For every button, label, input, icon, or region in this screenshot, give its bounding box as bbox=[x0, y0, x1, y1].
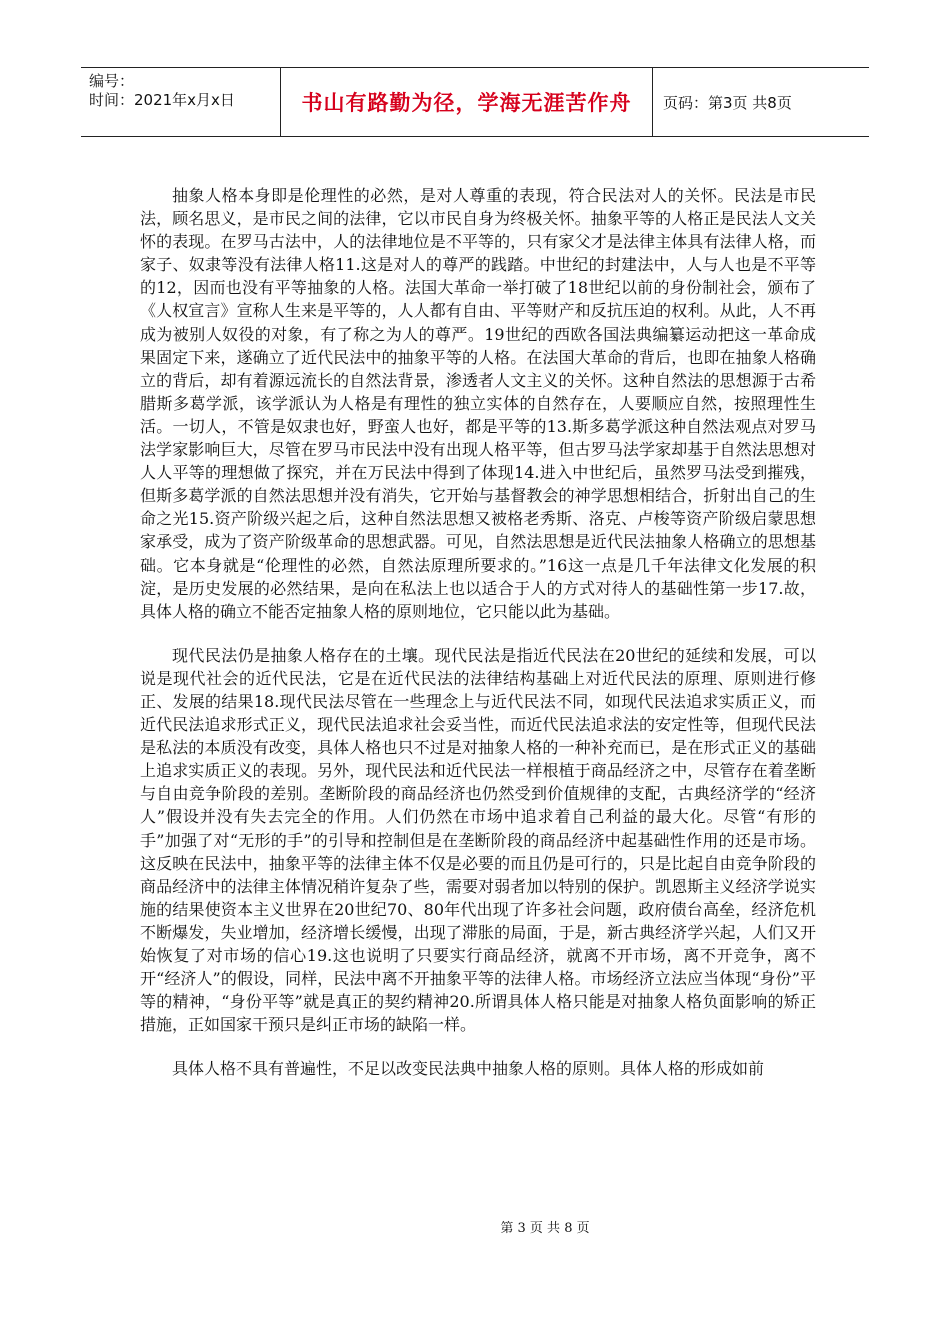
header-meta bbox=[81, 68, 281, 136]
header-motto: 书山有路勤为径，学海无涯苦作舟 bbox=[281, 68, 653, 136]
document-body bbox=[140, 184, 816, 1101]
page-footer bbox=[0, 1217, 950, 1236]
body-paragraph-2: 现代民法仍是抽象人格存在的土壤。现代民法是指近代民法在20世纪的延续和发展，可以说是现代社会的近代民法，它是在近代民法的法律结构基础上对近代民法的原理、原则进行修正、发展的结果18.现代民法尽管在一些理念上与近代民法不同，如现代民法追求实质正义，而近代民法追求形式正义，现代民法追求社会妥当性，而近代民法追求法的安定性等，但现代民法是私法的本质没有改变，具体人格也只不过是对抽象人格的一种补充而已，是在形式正义的基础上追求实质正义的表现。另外，现代民法和近代民法一样根植于商品经济之中，尽管存在着垄断与自由竞争阶段的差别。垄断阶段的商品经济也仍然受到价值规律的支配，古典经济学的“经济人”假设并没有失去完全的作用。人们仍然在市场中追求着自己利益的最大化。尽管“有形的手”加强了对“无形的手”的引导和控制但是在垄断阶段的商品经济中起基础性作用的还是市场。这反映在民法中，抽象平等的法律主体不仅是必要的而且仍是可行的，只是比起自由竞争阶段的商品经济中的法律主体情况稍许复杂了些，需要对弱者加以特别的保护。凯恩斯主义经济学说实施的结果使资本主义世界在20世纪70、80年代出现了许多社会问题，政府债台高垒，经济危机不断爆发，失业增加，经济增长缓慢，出现了滞胀的局面，于是，新古典经济学兴起，人们又开始恢复了对市场的信心19.这也说明了只要实行商品经济，就离不开市场，离不开竞争，离不开“经济人”的假设，同样，民法中离不开抽象平等的法律人格。市场经济立法应当体现“身份”平等的精神，“身份平等”就是真正的契约精神20.所谓具体人格只能是对抽象人格负面影响的矫正措施，正如国家干预只是纠正市场的缺陷一样。 bbox=[140, 645, 816, 1035]
body-paragraph-3: 具体人格不具有普遍性，不足以改变民法典中抽象人格的原则。具体人格的形成如前 bbox=[172, 1059, 765, 1079]
body-paragraph-1: 抽象人格本身即是伦理性的必然，是对人尊重的表现，符合民法对人的关怀。民法是市民法，顾名思义，是市民之间的法律，它以市民自身为终极关怀。抽象平等的人格正是民法人文关怀的表现。在罗马古法中，人的法律地位是不平等的，只有家父才是法律主体具有法律人格，而家子、奴隶等没有法律人格11.这是对人的尊严的践踏。中世纪的封建法中，人与人也是不平等的12，因而也没有平等抽象的人格。法国大革命一举打破了18世纪以前的身份制社会，颁布了《人权宣言》宣称人生来是平等的，人人都有自由、平等财产和反抗压迫的权利。从此，人不再成为被别人奴役的对象，有了称之为人的尊严。19世纪的西欧各国法典编纂运动把这一革命成果固定下来，遂确立了近代民法中的抽象平等的人格。在法国大革命的背后，也即在抽象人格确立的背后，却有着源远流长的自然法背景，渗透者人文主义的关怀。这种自然法的思想源于古希腊斯多葛学派，该学派认为人格是有理性的独立实体的自然存在，人要顺应自然，按照理性生活。一切人，不管是奴隶也好，野蛮人也好，都是平等的13.斯多葛学派这种自然法观点对罗马法学家影响巨大，尽管在罗马市民法中没有出现人格平等，但古罗马法学家却基于自然法思想对人人平等的理想做了探究，并在万民法中得到了体现14.进入中世纪后，虽然罗马法受到摧残，但斯多葛学派的自然法思想并没有消失，它开始与基督教会的神学思想相结合，折射出自己的生命之光15.资产阶级兴起之后，这种自然法思想又被格老秀斯、洛克、卢梭等资产阶级启蒙思想家承受，成为了资产阶级革命的思想武器。可见，自然法思想是近代民法抽象人格确立的思想基础。它本身就是“伦理性的必然，自然法原理所要求的。”16这一点是几千年法律文化发展的积淀，是历史发展的必然结果，是向在私法上也以适合于人的方式对待人的基础性第一步17.故，具体人格的确立不能否定抽象人格的原则地位，它只能以此为基础。 bbox=[140, 186, 816, 621]
document-number-label: 编号： bbox=[89, 72, 135, 90]
header-page-number: 页码：第3页 共8页 bbox=[663, 93, 792, 112]
footer-page-number: 第 3 页 共 8 页 bbox=[500, 1221, 590, 1236]
page-header bbox=[81, 67, 869, 137]
document-time-label: 时间：2021年x月x日 bbox=[89, 91, 235, 109]
